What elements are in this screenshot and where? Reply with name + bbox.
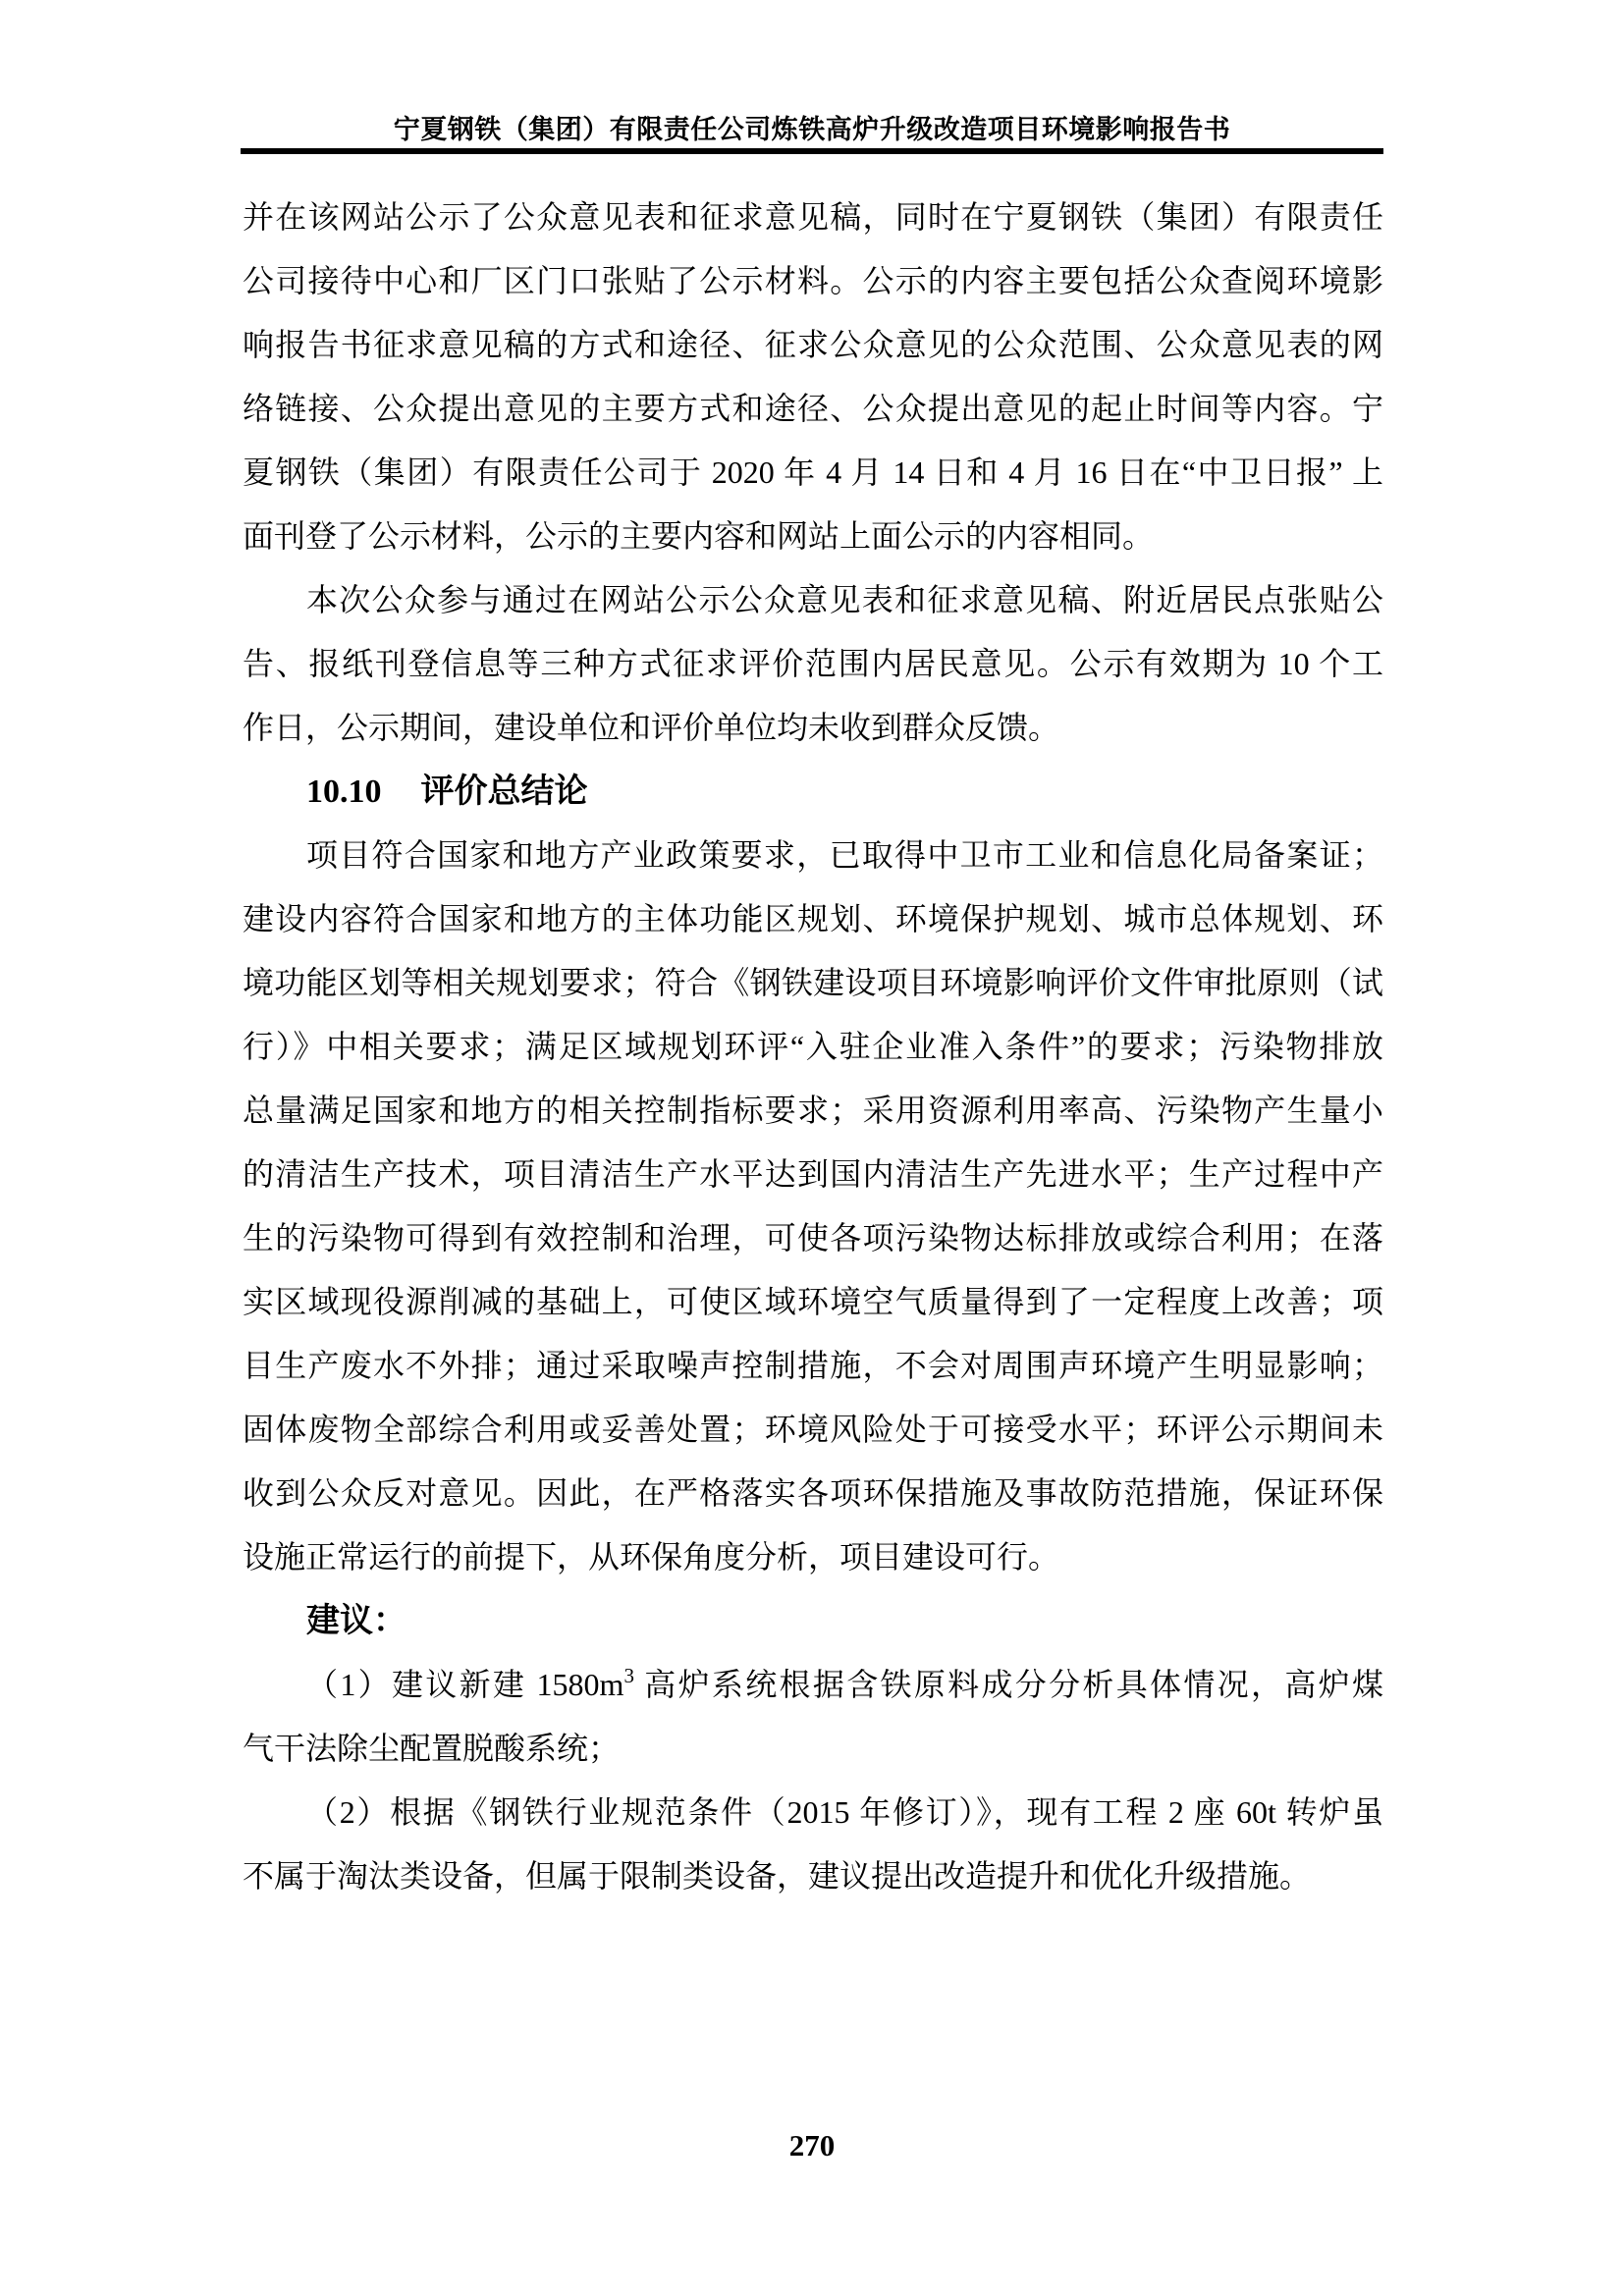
body-line: 收到公众反对意见。因此，在严格落实各项环保措施及事故防范措施，保证环保	[243, 1475, 1383, 1511]
body-line: 的清洁生产技术，项目清洁生产水平达到国内清洁生产先进水平；生产过程中产	[243, 1156, 1383, 1192]
body-line: 面刊登了公示材料，公示的主要内容和网站上面公示的内容相同。	[243, 518, 1155, 554]
advice1-text-before: （1）建议新建 1580m	[306, 1667, 624, 1702]
body-line: 响报告书征求意见稿的方式和途径、征求公众意见的公众范围、公众意见表的网	[243, 327, 1383, 362]
body-line: 境功能区划等相关规划要求；符合《钢铁建设项目环境影响评价文件审批原则（试	[243, 965, 1383, 1000]
advice-heading: 建议：	[306, 1603, 406, 1639]
body-line: 夏钢铁（集团）有限责任公司于 2020 年 4 月 14 日和 4 月 16 日在“中卫日报” 上	[243, 454, 1383, 490]
page-number: 270	[788, 2128, 836, 2163]
body-line: 固体废物全部综合利用或妥善处置；环境风险处于可接受水平；环评公示期间未	[243, 1412, 1383, 1447]
body-line: 络链接、公众提出意见的主要方式和途径、公众提出意见的起止时间等内容。宁	[243, 391, 1383, 426]
body-line: 目生产废水不外排；通过采取噪声控制措施，不会对周围声环境产生明显影响；	[243, 1348, 1383, 1383]
body-line: （2）根据《钢铁行业规范条件（2015 年修订）》，现有工程 2 座 60t 转炉虽	[306, 1794, 1383, 1830]
body-line: 项目符合国家和地方产业政策要求，已取得中卫市工业和信息化局备案证；	[306, 837, 1383, 873]
body-line: 告、报纸刊登信息等三种方式征求评价范围内居民意见。公示有效期为 10 个工	[243, 646, 1383, 681]
section-title: 评价总结论	[420, 774, 588, 810]
body-line: 不属于淘汰类设备，但属于限制类设备，建议提出改造提升和优化升级措施。	[243, 1858, 1312, 1894]
header-rule	[241, 148, 1383, 154]
advice1-text-after: 高炉系统根据含铁原料成分分析具体情况，高炉煤	[633, 1667, 1383, 1702]
body-line: 并在该网站公示了公众意见表和征求意见稿，同时在宁夏钢铁（集团）有限责任	[243, 199, 1383, 235]
report-title: 宁夏钢铁（集团）有限责任公司炼铁高炉升级改造项目环境影响报告书	[393, 115, 1231, 144]
body-line: 总量满足国家和地方的相关控制指标要求；采用资源利用率高、污染物产生量小	[243, 1093, 1383, 1128]
body-line: 本次公众参与通过在网站公示公众意见表和征求意见稿、附近居民点张贴公	[306, 582, 1383, 617]
superscript: 3	[623, 1664, 634, 1687]
body-line: 实区域现役源削减的基础上，可使区域环境空气质量得到了一定程度上改善；项	[243, 1284, 1383, 1319]
body-line: 公司接待中心和厂区门口张贴了公示材料。公示的内容主要包括公众查阅环境影	[243, 263, 1383, 298]
body-line: 作日，公示期间，建设单位和评价单位均未收到群众反馈。	[243, 710, 1060, 745]
section-number: 10.10	[306, 774, 382, 810]
body-line: 气干法除尘配置脱酸系统；	[243, 1731, 621, 1766]
body-line: 建设内容符合国家和地方的主体功能区规划、环境保护规划、城市总体规划、环	[243, 901, 1383, 936]
section-heading	[243, 760, 1383, 824]
body-line	[243, 1653, 1383, 1717]
body-line: 生的污染物可得到有效控制和治理，可使各项污染物达标排放或综合利用；在落	[243, 1220, 1383, 1255]
document-body	[243, 186, 1383, 1908]
body-line: 设施正常运行的前提下，从环保角度分析，项目建设可行。	[243, 1539, 1060, 1575]
body-line: 行）》中相关要求；满足区域规划环评“入驻企业准入条件”的要求；污染物排放	[243, 1029, 1383, 1064]
